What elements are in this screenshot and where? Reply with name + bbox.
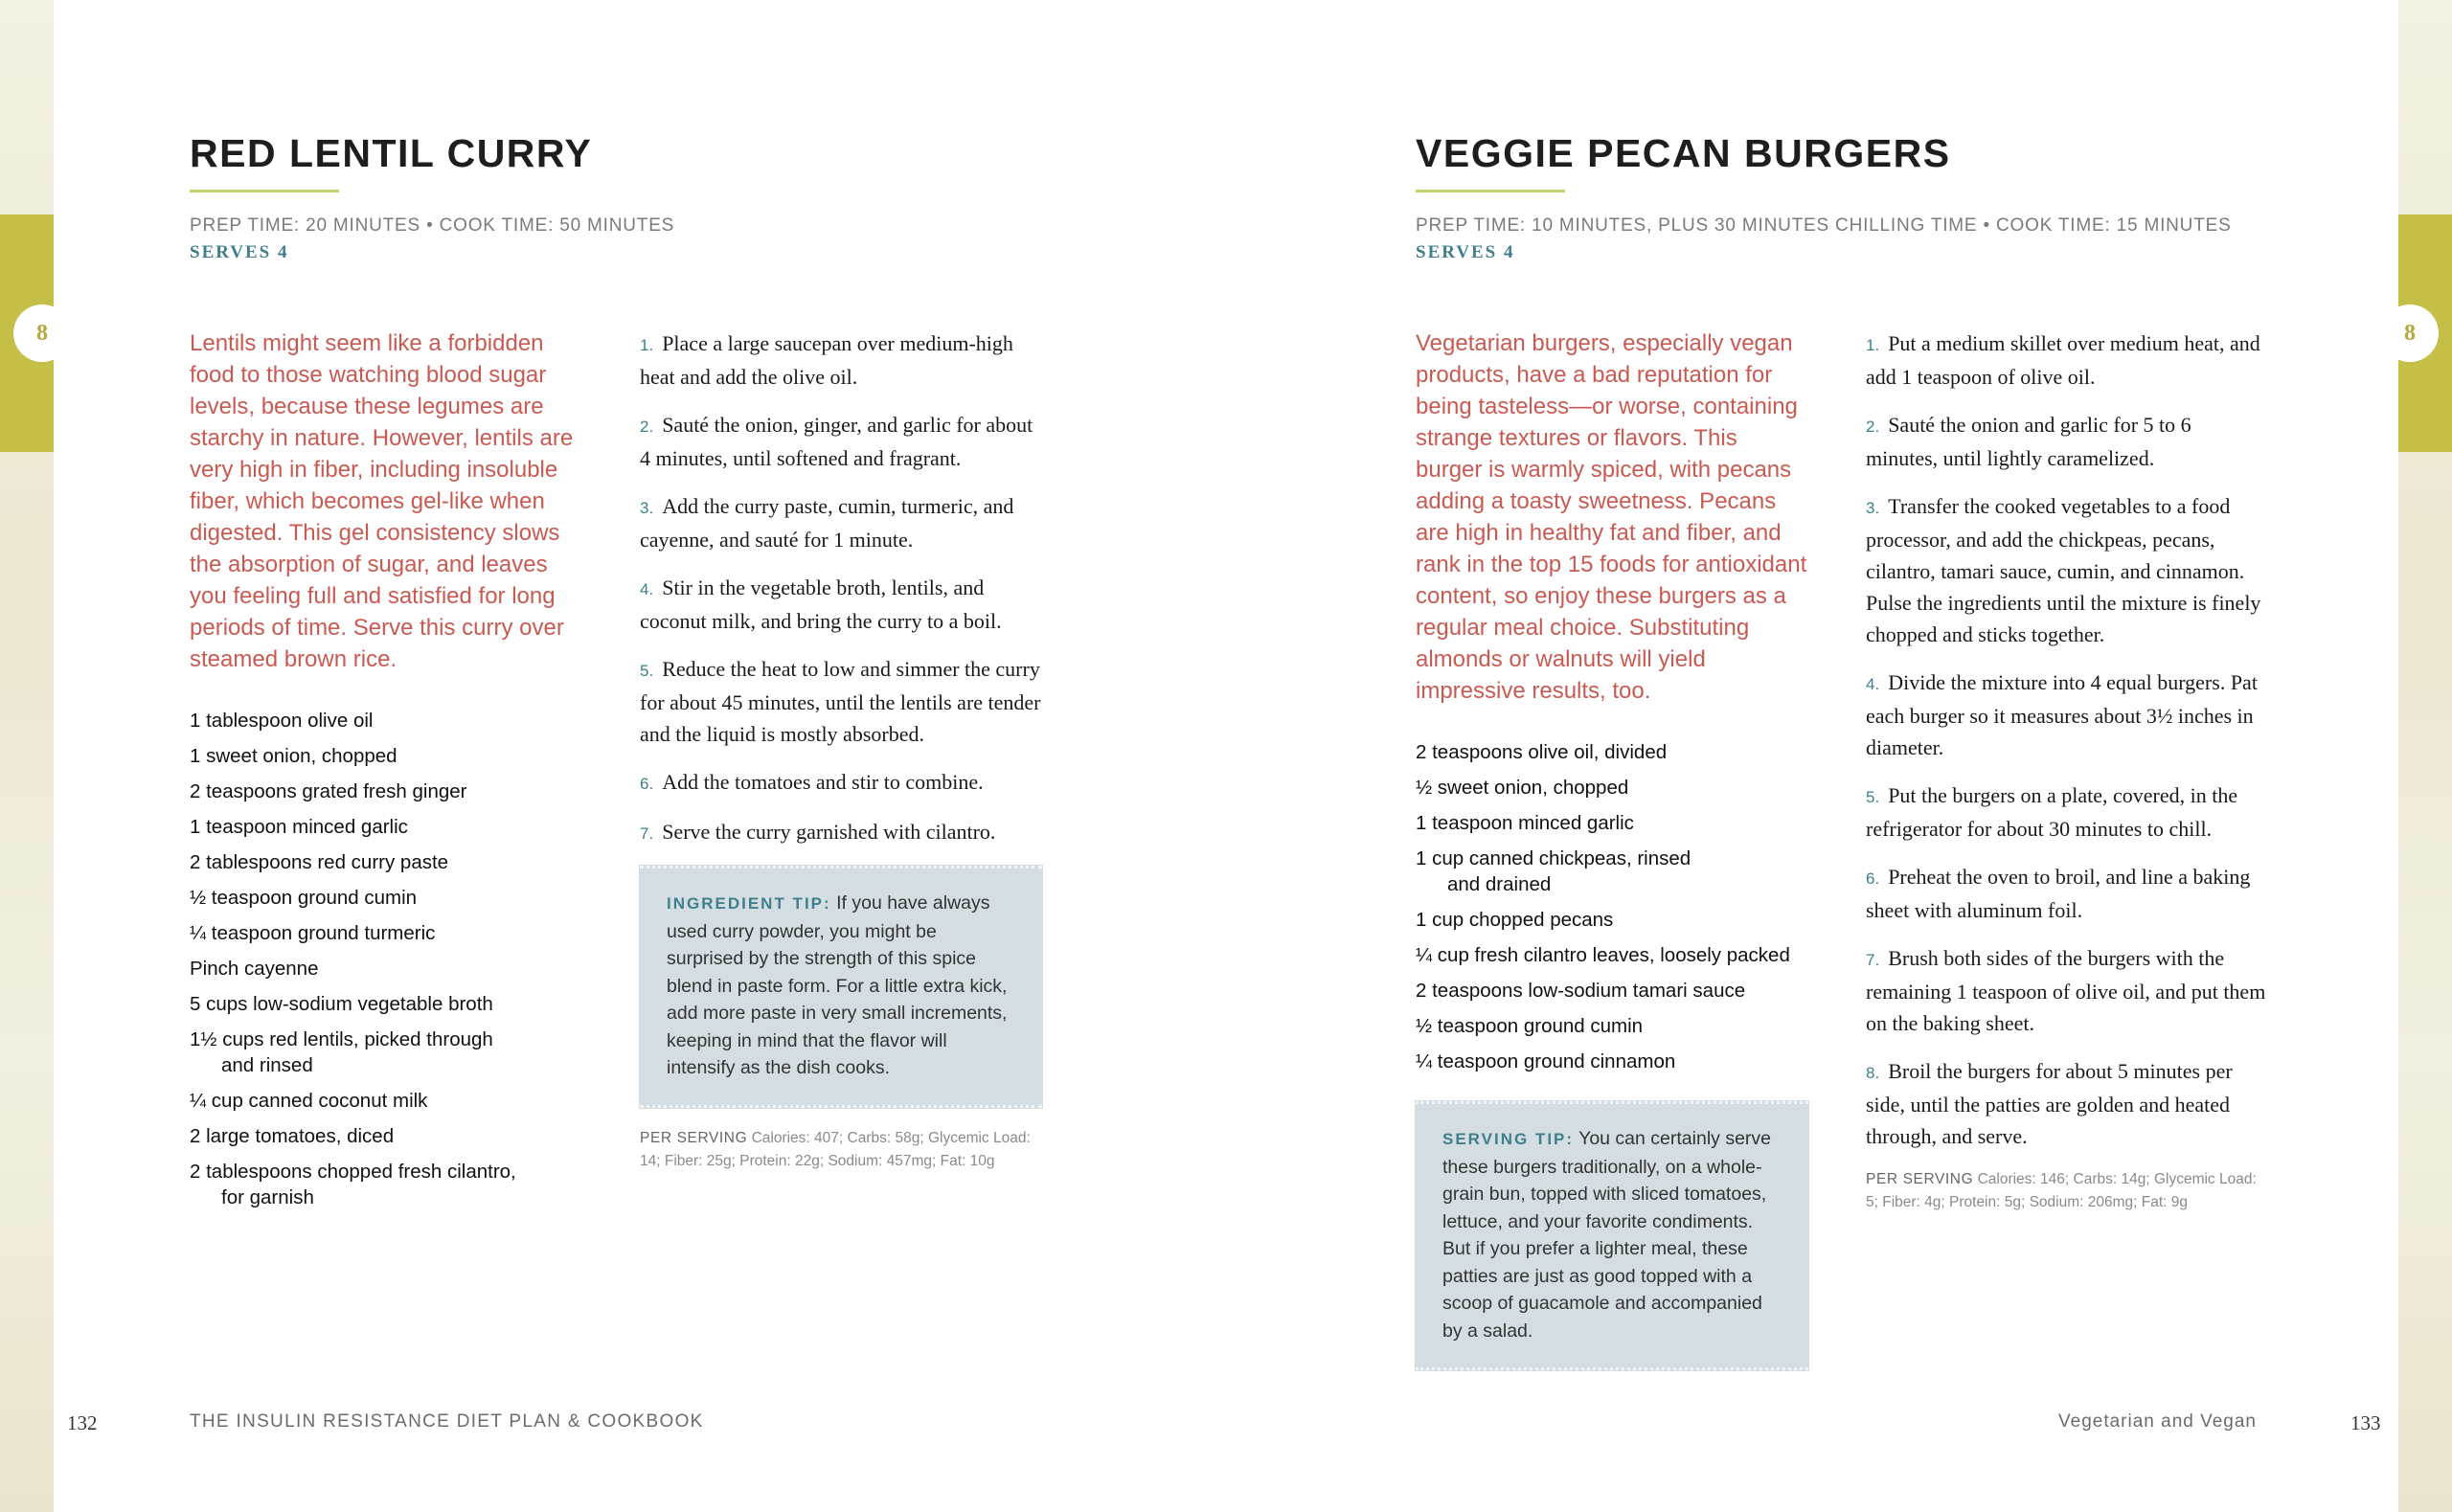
step-text: Preheat the oven to broil, and line a baking sheet with aluminum foil. xyxy=(1866,865,2251,922)
step-item xyxy=(640,327,1042,393)
title-rule xyxy=(1416,190,1565,192)
title-rule xyxy=(190,190,339,192)
serves: SERVES 4 xyxy=(190,242,289,262)
running-head-left: THE INSULIN RESISTANCE DIET PLAN & COOKBOOK xyxy=(190,1411,704,1432)
chapter-number-right: 8 xyxy=(2381,305,2439,362)
step-item xyxy=(640,766,1042,800)
ingredient-item xyxy=(190,1123,582,1149)
step-number: 5. xyxy=(640,662,654,680)
chapter-number-left: 8 xyxy=(13,305,71,362)
intro-and-ingredients-column xyxy=(1416,327,1808,1370)
step-number: 5. xyxy=(1866,788,1880,806)
step-text: Stir in the vegetable broth, lentils, and coconut milk, and bring the curry to a boil. xyxy=(640,575,1002,633)
step-item xyxy=(640,490,1042,555)
per-serving-values: Calories: 407; Carbs: 58g; Glycemic Load: 14; Fiber: 25g; Protein: 22g; Sodium: 457mg; Fat: 10g xyxy=(640,1129,1031,1169)
step-item xyxy=(1866,779,2268,845)
step-number: 2. xyxy=(640,417,654,436)
per-serving-values: Calories: 146; Carbs: 14g; Glycemic Load: 5; Fiber: 4g; Protein: 5g; Sodium: 206mg; Fat: 9g xyxy=(1866,1171,2257,1210)
ingredient-line: 2 large tomatoes, diced xyxy=(190,1125,395,1147)
ingredient-item xyxy=(1416,1049,1808,1074)
ingredient-item xyxy=(190,1027,582,1078)
step-item xyxy=(640,409,1042,474)
page-number-right: 133 xyxy=(2350,1411,2381,1434)
ingredient-list xyxy=(1416,739,1808,1074)
step-text: Sauté the onion and garlic for 5 to 6 minutes, until lightly caramelized. xyxy=(1866,413,2191,470)
ingredient-line: ¼ teaspoon ground cinnamon xyxy=(1416,1050,1676,1072)
ingredient-line: 1 teaspoon minced garlic xyxy=(190,816,408,838)
nutrition-info xyxy=(1866,1168,2268,1214)
ingredient-line-continued: for garnish xyxy=(221,1186,314,1208)
step-number: 1. xyxy=(1866,336,1880,354)
step-number: 8. xyxy=(1866,1064,1880,1082)
ingredient-line: ½ teaspoon ground cumin xyxy=(190,887,418,909)
step-item xyxy=(1866,409,2268,474)
ingredient-item xyxy=(1416,846,1808,897)
ingredient-item xyxy=(1416,1013,1808,1039)
step-number: 4. xyxy=(640,580,654,598)
step-item xyxy=(1866,942,2268,1039)
step-text: Add the tomatoes and stir to combine. xyxy=(662,770,984,794)
ingredient-line-continued: and rinsed xyxy=(221,1054,313,1076)
step-item xyxy=(640,816,1042,849)
ingredient-line: 1 tablespoon olive oil xyxy=(190,710,374,732)
step-text: Brush both sides of the burgers with the remaining 1 teaspoon of olive oil, and put them on the baking sheet. xyxy=(1866,946,2266,1035)
intro-and-ingredients-column xyxy=(190,327,582,1220)
ingredient-line: 2 tablespoons red curry paste xyxy=(190,851,449,873)
ingredient-item xyxy=(190,920,582,946)
step-list xyxy=(640,327,1042,849)
ingredient-list xyxy=(190,708,582,1210)
recipe-title: RED LENTIL CURRY xyxy=(190,131,593,175)
ingredient-item xyxy=(190,814,582,840)
ingredient-line: ½ teaspoon ground cumin xyxy=(1416,1015,1644,1037)
ingredient-line: 1 cup canned chickpeas, rinsed xyxy=(1416,847,1691,869)
ingredient-line-continued: and drained xyxy=(1447,873,1552,895)
ingredient-item xyxy=(190,956,582,982)
ingredient-item xyxy=(1416,942,1808,968)
step-text: Place a large saucepan over medium-high heat and add the olive oil. xyxy=(640,331,1013,389)
ingredient-item xyxy=(1416,907,1808,933)
ingredient-line: 2 teaspoons low-sodium tamari sauce xyxy=(1416,980,1746,1002)
ingredient-item xyxy=(1416,810,1808,836)
step-text: Broil the burgers for about 5 minutes per side, until the patties are golden and heated through, and serve. xyxy=(1866,1059,2233,1148)
ingredient-line: 2 teaspoons olive oil, divided xyxy=(1416,741,1668,763)
step-item xyxy=(640,572,1042,637)
per-serving-label: PER SERVING xyxy=(1866,1171,1974,1187)
ingredient-item xyxy=(1416,978,1808,1004)
step-text: Reduce the heat to low and simmer the curry for about 45 minutes, until the lentils are tender and the liquid is mostly absorbed. xyxy=(640,657,1041,746)
instructions-column xyxy=(1866,327,2268,1214)
step-number: 4. xyxy=(1866,675,1880,693)
ingredient-line: 2 teaspoons grated fresh ginger xyxy=(190,780,467,802)
ingredient-line: 2 tablespoons chopped fresh cilantro, xyxy=(190,1161,516,1183)
ingredient-line: 1 cup chopped pecans xyxy=(1416,909,1614,931)
step-number: 6. xyxy=(640,775,654,793)
instructions-column xyxy=(640,327,1042,1173)
recipe-title: VEGGIE PECAN BURGERS xyxy=(1416,131,1951,175)
step-text: Put a medium skillet over medium heat, and add 1 teaspoon of olive oil. xyxy=(1866,331,2260,389)
step-text: Sauté the onion, ginger, and garlic for about 4 minutes, until softened and fragrant. xyxy=(640,413,1033,470)
step-number: 3. xyxy=(1866,499,1880,517)
step-text: Transfer the cooked vegetables to a food processor, and add the chickpeas, pecans, cilantro, tamari sauce, cumin, and cinnamon. Pulse the ingredients until the mixture is finely chopped and sticks together. xyxy=(1866,494,2261,646)
step-text: Add the curry paste, cumin, turmeric, and cayenne, and sauté for 1 minute. xyxy=(640,494,1014,552)
step-item xyxy=(1866,1055,2268,1152)
recipe-red-lentil-curry xyxy=(190,124,1052,1208)
ingredient-tip-box xyxy=(640,866,1042,1108)
recipe-intro: Lentils might seem like a forbidden food to those watching blood sugar levels, because these legumes are starchy in nature. However, lentils are very high in fiber, including insoluble fiber, which becomes gel-like when digested. This gel consistency slows the absorption of sugar, and leaves you feeling full and satisfied for long periods of time. Serve this curry over steamed brown rice. xyxy=(190,330,574,672)
footer-left xyxy=(67,1411,98,1435)
ingredient-line: ¼ teaspoon ground turmeric xyxy=(190,922,436,944)
ingredient-line: 1 sweet onion, chopped xyxy=(190,745,397,767)
footer-right xyxy=(2350,1411,2381,1435)
step-item xyxy=(1866,327,2268,393)
tip-text: If you have always used curry powder, you might be surprised by the strength of this spice blend in paste form. For a little extra kick, add more paste in very small increments, keeping in mind that the flavor will intensify as the dish cooks. xyxy=(667,892,1008,1078)
book-spread xyxy=(54,0,2398,1512)
recipe-intro: Vegetarian burgers, especially vegan products, have a bad reputation for being tasteless—or worse, containing strange textures or flavors. This burger is warmly spiced, with pecans adding a toasty sweetness. Pecans are high in healthy fat and fiber, and rank in the top 15 foods for antioxidant content, so enjoy these burgers as a regular meal choice. Substituting almonds or walnuts will yield impressive results, too. xyxy=(1416,330,1807,704)
ingredient-item xyxy=(1416,775,1808,801)
step-text: Put the burgers on a plate, covered, in the refrigerator for about 30 minutes to chill. xyxy=(1866,783,2238,841)
serves: SERVES 4 xyxy=(1416,242,1515,262)
step-number: 6. xyxy=(1866,869,1880,888)
step-item xyxy=(1866,861,2268,926)
step-text: Divide the mixture into 4 equal burgers. Pat each burger so it measures about 3½ inches in diameter. xyxy=(1866,670,2258,759)
ingredient-item xyxy=(190,743,582,769)
ingredient-item xyxy=(190,991,582,1017)
step-text: Serve the curry garnished with cilantro. xyxy=(662,820,996,844)
prep-cook-time: PREP TIME: 20 MINUTES • COOK TIME: 50 MINUTES xyxy=(190,215,675,236)
running-head-right: Vegetarian and Vegan xyxy=(2058,1411,2258,1432)
ingredient-item xyxy=(190,849,582,875)
ingredient-line: 5 cups low-sodium vegetable broth xyxy=(190,993,493,1015)
tip-text: You can certainly serve these burgers traditionally, on a whole-grain bun, topped with sliced tomatoes, lettuce, and your favorite condiments. But if you prefer a lighter meal, these patties are just as good topped with a scoop of guacamole and accompanied by a salad. xyxy=(1442,1128,1772,1342)
ingredient-line: ¼ cup canned coconut milk xyxy=(190,1090,428,1112)
ingredient-item xyxy=(190,885,582,911)
step-item xyxy=(640,653,1042,750)
step-number: 2. xyxy=(1866,417,1880,436)
ingredient-line: Pinch cayenne xyxy=(190,958,319,980)
prep-cook-time: PREP TIME: 10 MINUTES, PLUS 30 MINUTES CHILLING TIME • COOK TIME: 15 MINUTES xyxy=(1416,215,2232,236)
ingredient-line: ¼ cup fresh cilantro leaves, loosely packed xyxy=(1416,944,1790,966)
ingredient-line: 1 teaspoon minced garlic xyxy=(1416,812,1634,834)
step-number: 7. xyxy=(640,824,654,843)
ingredient-item xyxy=(190,708,582,733)
ingredient-item xyxy=(1416,739,1808,765)
tip-label: INGREDIENT TIP: xyxy=(667,894,831,913)
tip-label: SERVING TIP: xyxy=(1442,1130,1575,1148)
ingredient-line: 1½ cups red lentils, picked through xyxy=(190,1028,493,1050)
step-list xyxy=(1866,327,2268,1152)
ingredient-item xyxy=(190,1159,582,1210)
step-item xyxy=(1866,490,2268,650)
ingredient-item xyxy=(190,1088,582,1114)
step-number: 1. xyxy=(640,336,654,354)
page-number-left: 132 xyxy=(67,1411,98,1434)
per-serving-label: PER SERVING xyxy=(640,1129,748,1146)
recipe-veggie-pecan-burgers xyxy=(1416,124,2278,1342)
step-number: 7. xyxy=(1866,951,1880,969)
ingredient-item xyxy=(190,779,582,804)
ingredient-line: ½ sweet onion, chopped xyxy=(1416,777,1629,799)
nutrition-info xyxy=(640,1127,1042,1173)
step-item xyxy=(1866,666,2268,763)
serving-tip-box xyxy=(1416,1101,1808,1370)
step-number: 3. xyxy=(640,499,654,517)
